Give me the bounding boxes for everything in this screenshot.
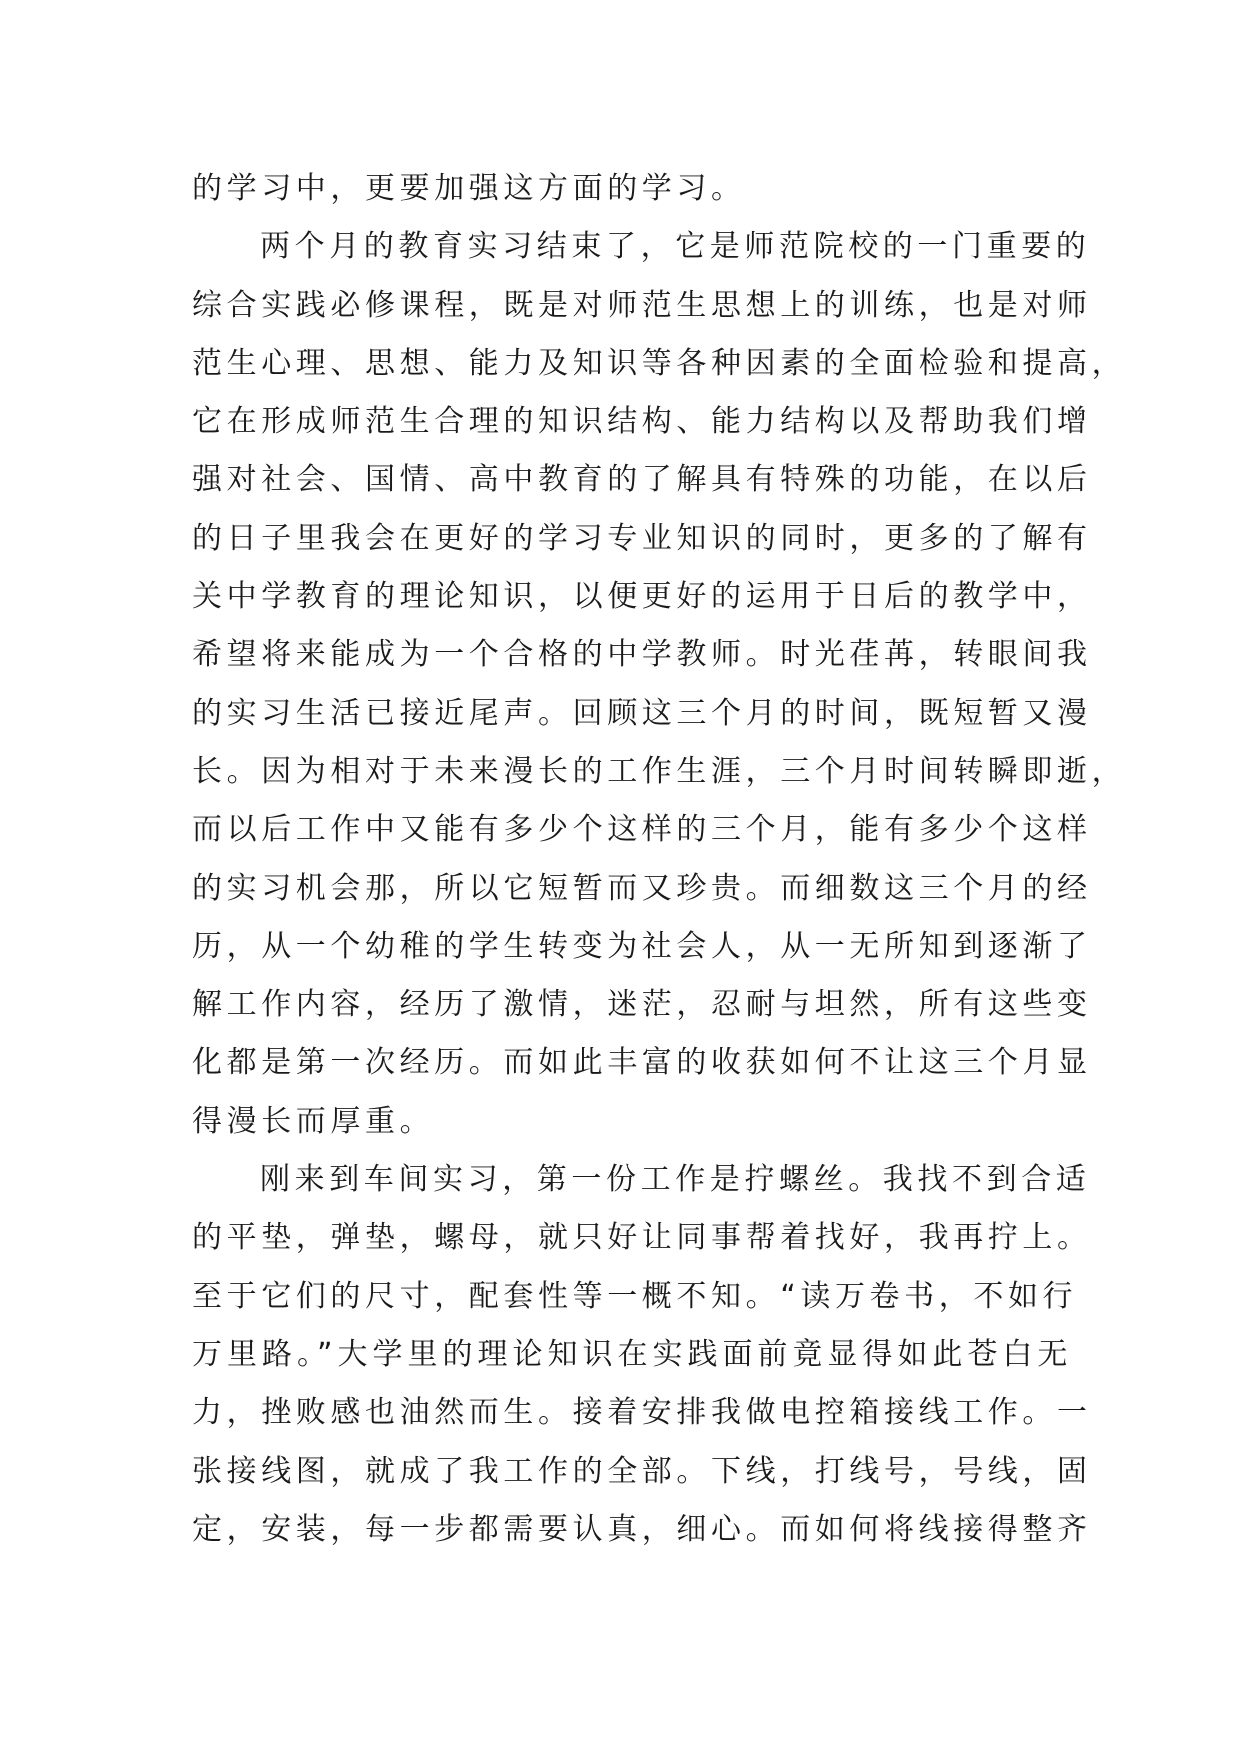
text-line: 刚来到车间实习，第一份工作是拧螺丝。我找不到合适 xyxy=(260,1162,1091,1198)
text-line: 强对社会、国情、高中教育的了解具有特殊的功能，在以后 xyxy=(192,462,1092,498)
text-line: 综合实践必修课程，既是对师范生思想上的训练，也是对师 xyxy=(192,287,1092,323)
text-line: 而以后工作中又能有多少个这样的三个月，能有多少个这样 xyxy=(192,812,1092,848)
text-line: 张接线图，就成了我工作的全部。下线，打线号，号线，固 xyxy=(192,1453,1092,1489)
text-line: 的学习中，更要加强这方面的学习。 xyxy=(192,171,746,206)
text-line: 力，挫败感也油然而生。接着安排我做电控箱接线工作。一 xyxy=(192,1395,1092,1431)
text-line: 它在形成师范生合理的知识结构、能力结构以及帮助我们增 xyxy=(192,404,1092,440)
text-line: 化都是第一次经历。而如此丰富的收获如何不让这三个月显 xyxy=(192,1045,1092,1081)
paragraph-workshop-internship xyxy=(192,1151,1092,1559)
text-line: 关中学教育的理论知识，以便更好的运用于日后的教学中， xyxy=(192,579,1092,615)
text-line: 得漫长而厚重。 xyxy=(192,1103,435,1139)
paragraph-continuation xyxy=(192,160,1072,218)
text-line: 历，从一个幼稚的学生转变为社会人，从一无所知到逐渐了 xyxy=(192,928,1092,964)
text-line: 希望将来能成为一个合格的中学教师。时光荏苒，转眼间我 xyxy=(192,637,1092,673)
text-line: 长。因为相对于未来漫长的工作生涯，三个月时间转瞬即逝， xyxy=(192,753,1127,789)
document-body xyxy=(192,160,1127,1559)
text-line: 的实习机会那，所以它短暂而又珍贵。而细数这三个月的经 xyxy=(192,870,1092,906)
text-line: 的实习生活已接近尾声。回顾这三个月的时间，既短暂又漫 xyxy=(192,695,1092,731)
text-line: 解工作内容，经历了激情，迷茫，忍耐与坦然，所有这些变 xyxy=(192,987,1092,1023)
text-line: 定，安装，每一步都需要认真，细心。而如何将线接得整齐 xyxy=(192,1511,1092,1547)
text-line: 至于它们的尺寸，配套性等一概不知。“读万卷书，不如行 xyxy=(192,1278,1078,1314)
text-line: 两个月的教育实习结束了，它是师范院校的一门重要的 xyxy=(260,229,1091,265)
text-line: 的日子里我会在更好的学习专业知识的同时，更多的了解有 xyxy=(192,520,1092,556)
text-line: 范生心理、思想、能力及知识等各种因素的全面检验和提高， xyxy=(192,345,1127,381)
text-line: 万里路。”大学里的理论知识在实践面前竟显得如此苍白无 xyxy=(192,1336,1072,1372)
paragraph-teaching-internship xyxy=(192,218,1127,1151)
text-line: 的平垫，弹垫，螺母，就只好让同事帮着找好，我再拧上。 xyxy=(192,1220,1092,1256)
